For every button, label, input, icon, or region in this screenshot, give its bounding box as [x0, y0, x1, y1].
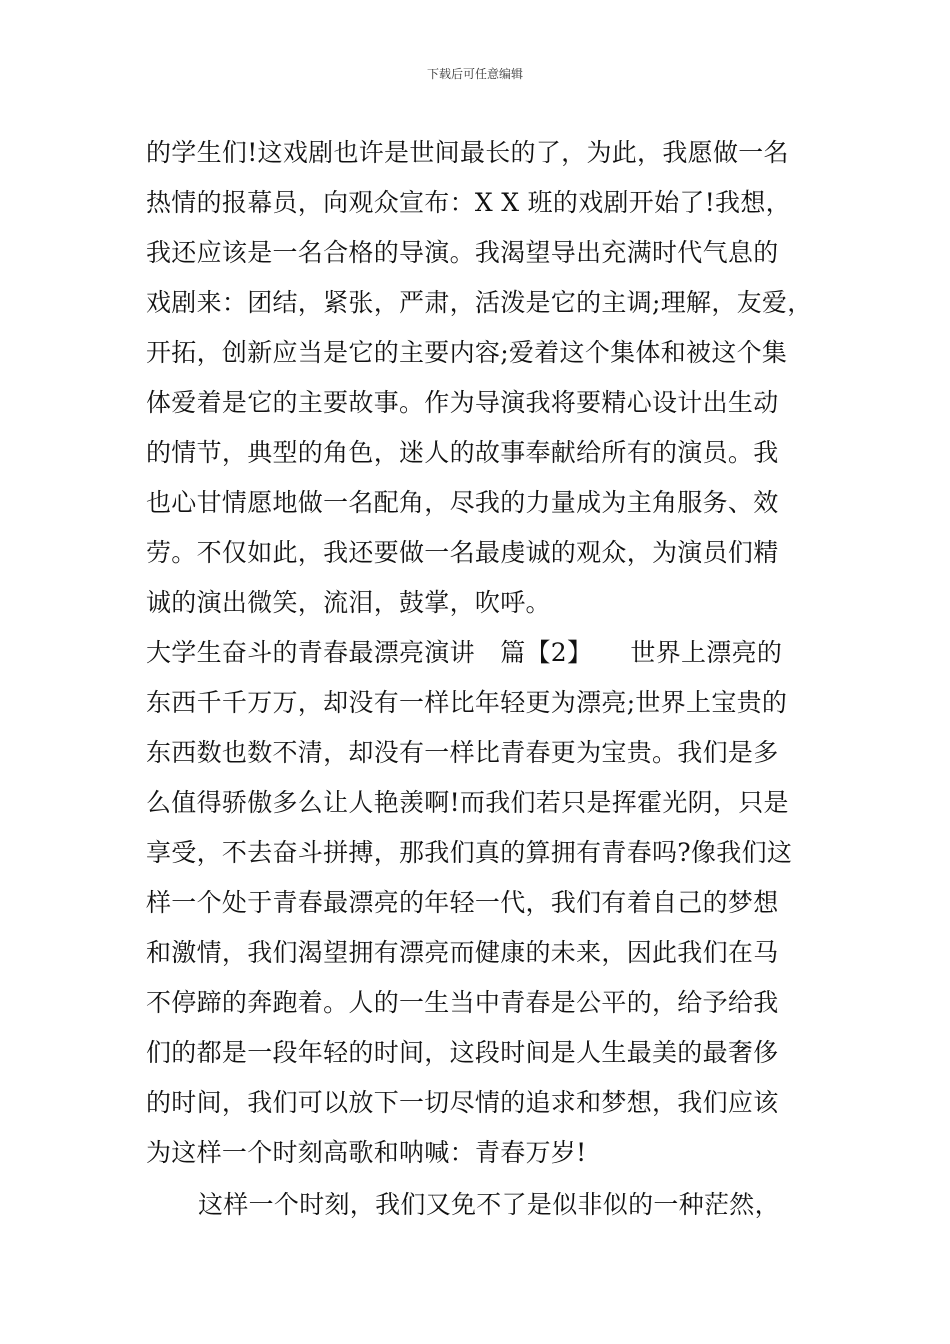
text-line: 也心甘情愿地做一名配角，尽我的力量成为主角服务、效	[146, 488, 779, 517]
page-header-note: 下载后可任意编辑	[426, 67, 523, 81]
text-line: 们的都是一段年轻的时间，这段时间是人生最美的最奢侈	[146, 1038, 779, 1067]
text-line: 戏剧来：团结，紧张，严肃，活泼是它的主调;理解，友爱，	[146, 288, 813, 317]
paragraph-start-line: 这样一个时刻，我们又免不了是似非似的一种茫然，	[198, 1190, 780, 1219]
text-line: 东西千千万万，却没有一样比年轻更为漂亮;世界上宝贵的	[146, 688, 788, 717]
text-line: 劳。不仅如此，我还要做一名最虔诚的观众，为演员们精	[146, 538, 779, 567]
text-line: 我还应该是一名合格的导演。我渴望导出充满时代气息的	[146, 238, 779, 267]
text-line: 东西数也数不清，却没有一样比青春更为宝贵。我们是多	[146, 738, 779, 767]
text-line: 热情的报幕员，向观众宣布：X X 班的戏剧开始了!我想，	[146, 188, 791, 217]
text-line: 的时间，我们可以放下一切尽情的追求和梦想，我们应该	[146, 1088, 779, 1117]
text-line: 为这样一个时刻高歌和呐喊：青春万岁!	[146, 1138, 587, 1167]
text-line: 享受，不去奋斗拼搏，那我们真的算拥有青春吗?像我们这	[146, 838, 793, 867]
body-text	[146, 128, 846, 1230]
text-line: 的情节，典型的角色，迷人的故事奉献给所有的演员。我	[146, 438, 779, 467]
text-line: 么值得骄傲多么让人艳羡啊!而我们若只是挥霍光阴，只是	[146, 788, 789, 817]
text-line: 的学生们!这戏剧也许是世间最长的了，为此，我愿做一名	[146, 138, 789, 167]
text-line: 和激情，我们渴望拥有漂亮而健康的未来，因此我们在马	[146, 938, 779, 967]
text-line: 开拓，创新应当是它的主要内容;爱着这个集体和被这个集	[146, 338, 788, 367]
text-line: 体爱着是它的主要故事。作为导演我将要精心设计出生动	[146, 388, 779, 417]
text-line: 样一个处于青春最漂亮的年轻一代，我们有着自己的梦想	[146, 888, 779, 917]
text-line: 诚的演出微笑，流泪，鼓掌，吹呼。	[146, 588, 551, 617]
section-heading-line: 大学生奋斗的青春最漂亮演讲 篇【2】 世界上漂亮的	[146, 638, 783, 667]
text-line: 不停蹄的奔跑着。人的一生当中青春是公平的，给予给我	[146, 988, 779, 1017]
